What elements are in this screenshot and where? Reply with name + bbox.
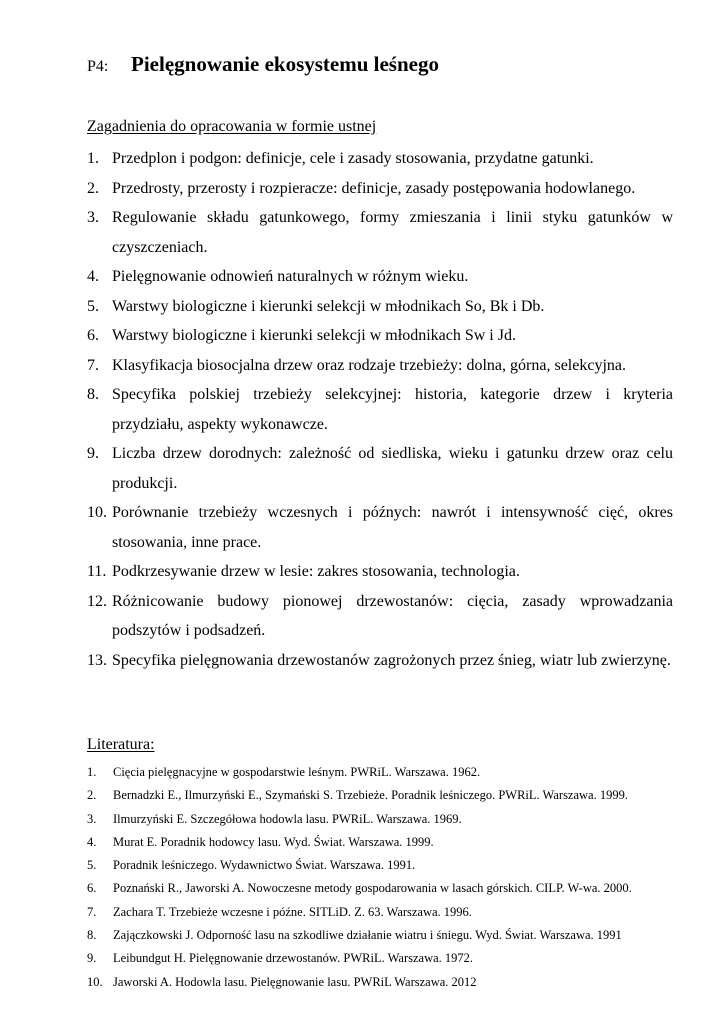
topic-item: [87, 203, 673, 262]
literature-item: [87, 808, 687, 831]
topic-number: 11.: [87, 563, 107, 580]
literature-text: Poradnik leśniczego. Wydawnictwo Świat. Warszawa. 1991.: [113, 858, 416, 873]
topic-number: 5.: [87, 297, 99, 315]
topic-text: Klasyfikacja biosocjalna drzew oraz rodzaje trzebieży: dolna, górna, selekcyjna.: [112, 356, 626, 374]
literature-text: Cięcia pielęgnacyjne w gospodarstwie leśnym. PWRiL. Warszawa. 1962.: [113, 765, 481, 779]
literature-number: 4.: [87, 834, 97, 849]
literature-item: [87, 854, 687, 877]
literature-item: [87, 877, 687, 900]
topic-item: [87, 351, 673, 381]
page-title: Pielęgnowanie ekosystemu leśnego: [131, 52, 439, 76]
topic-number: 8.: [87, 386, 99, 403]
topic-text: Regulowanie składu gatunkowego, formy zmieszania i linii styku gatunków w czyszczeniach.: [112, 209, 673, 256]
topic-text: Warstwy biologiczne i kierunki selekcji w młodnikach So, Bk i Db.: [112, 297, 545, 315]
topic-text: Przedrosty, przerosty i rozpieracze: definicje, zasady postępowania hodowlanego.: [112, 179, 636, 197]
topic-text: Różnicowanie budowy pionowej drzewostanów: cięcia, zasady wprowadzania podszytów i podsadzeń.: [112, 592, 673, 639]
topics-heading: Zagadnienia do opracowania w formie ustnej: [87, 118, 377, 135]
literature-text: Bernadzki E., Ilmurzyński E., Szymański S. Trzebieże. Poradnik leśniczego. PWRiL. Warszawa. 1999.: [113, 788, 628, 803]
topic-number: 12.: [87, 592, 107, 610]
topic-text: Porównanie trzebieży wczesnych i późnych: nawrót i intensywność cięć, okres stosowania, inne prace.: [112, 504, 673, 551]
literature-item: [87, 971, 687, 994]
literature-number: 3.: [87, 811, 97, 826]
literature-item: [87, 831, 687, 854]
literature-item: [87, 901, 687, 924]
title-prefix: P4:: [87, 58, 109, 75]
literature-item: [87, 924, 687, 947]
topic-item: [87, 557, 673, 587]
topic-item: [87, 144, 673, 174]
literature-list: [87, 761, 687, 994]
literature-text: Poznański R., Jaworski A. Nowoczesne metody gospodarowania w lasach górskich. CILP. W-wa. 2000.: [113, 881, 632, 896]
literature-text: Zajączkowski J. Odporność lasu na szkodliwe działanie wiatru i śniegu. Wyd. Świat. Warszawa. 1991: [113, 928, 622, 943]
topic-item: [87, 380, 673, 439]
topic-number: 13.: [87, 651, 107, 669]
topic-text: Warstwy biologiczne i kierunki selekcji w młodnikach Sw i Jd.: [112, 327, 516, 344]
literature-item: [87, 947, 687, 970]
topic-text: Pielęgnowanie odnowień naturalnych w różnym wieku.: [112, 268, 469, 285]
topic-number: 10.: [87, 504, 107, 521]
topic-number: 1.: [87, 150, 99, 167]
topic-item: [87, 646, 673, 676]
literature-item: [87, 761, 687, 784]
literature-number: 10.: [87, 974, 103, 989]
literature-number: 8.: [87, 928, 97, 943]
topic-number: 9.: [87, 445, 99, 462]
literature-text: Jaworski A. Hodowla lasu. Pielęgnowanie lasu. PWRiL Warszawa. 2012: [113, 974, 477, 989]
topic-number: 3.: [87, 209, 99, 226]
topic-item: [87, 439, 673, 498]
topic-item: [87, 174, 673, 204]
topic-text: Podkrzesywanie drzew w lesie: zakres stosowania, technologia.: [112, 563, 520, 580]
topic-text: Specyfika polskiej trzebieży selekcyjnej: historia, kategorie drzew i kryteria przydziału, aspekty wykonawcze.: [112, 386, 673, 433]
literature-number: 5.: [87, 858, 97, 873]
title-row: [87, 52, 439, 77]
topics-list: [87, 144, 673, 675]
literature-item: [87, 784, 687, 807]
topic-number: 7.: [87, 356, 99, 374]
literature-number: 2.: [87, 788, 97, 803]
topic-text: Przedplon i podgon: definicje, cele i zasady stosowania, przydatne gatunki.: [112, 150, 594, 167]
literature-text: Zachara T. Trzebieże wczesne i późne. SITLiD. Z. 63. Warszawa. 1996.: [113, 904, 472, 919]
topic-text: Liczba drzew dorodnych: zależność od siedliska, wieku i gatunku drzew oraz celu produkcji.: [112, 445, 673, 492]
topic-item: [87, 292, 673, 322]
literature-number: 7.: [87, 904, 97, 919]
literature-text: Leibundgut H. Pielęgnowanie drzewostanów. PWRiL. Warszawa. 1972.: [113, 951, 474, 966]
literature-heading: Literatura:: [87, 736, 155, 753]
topic-number: 4.: [87, 268, 99, 285]
topic-number: 2.: [87, 179, 99, 197]
topic-item: [87, 498, 673, 557]
topic-item: [87, 321, 673, 351]
literature-text: Ilmurzyński E. Szczegółowa hodowla lasu. PWRiL. Warszawa. 1969.: [113, 811, 462, 826]
literature-number: 6.: [87, 881, 97, 896]
topic-number: 6.: [87, 327, 99, 344]
topic-item: [87, 587, 673, 646]
literature-number: 9.: [87, 951, 97, 966]
topic-item: [87, 262, 673, 292]
topic-text: Specyfika pielęgnowania drzewostanów zagrożonych przez śnieg, wiatr lub zwierzynę.: [112, 651, 671, 669]
literature-number: 1.: [87, 765, 97, 779]
literature-text: Murat E. Poradnik hodowcy lasu. Wyd. Świat. Warszawa. 1999.: [113, 834, 434, 849]
